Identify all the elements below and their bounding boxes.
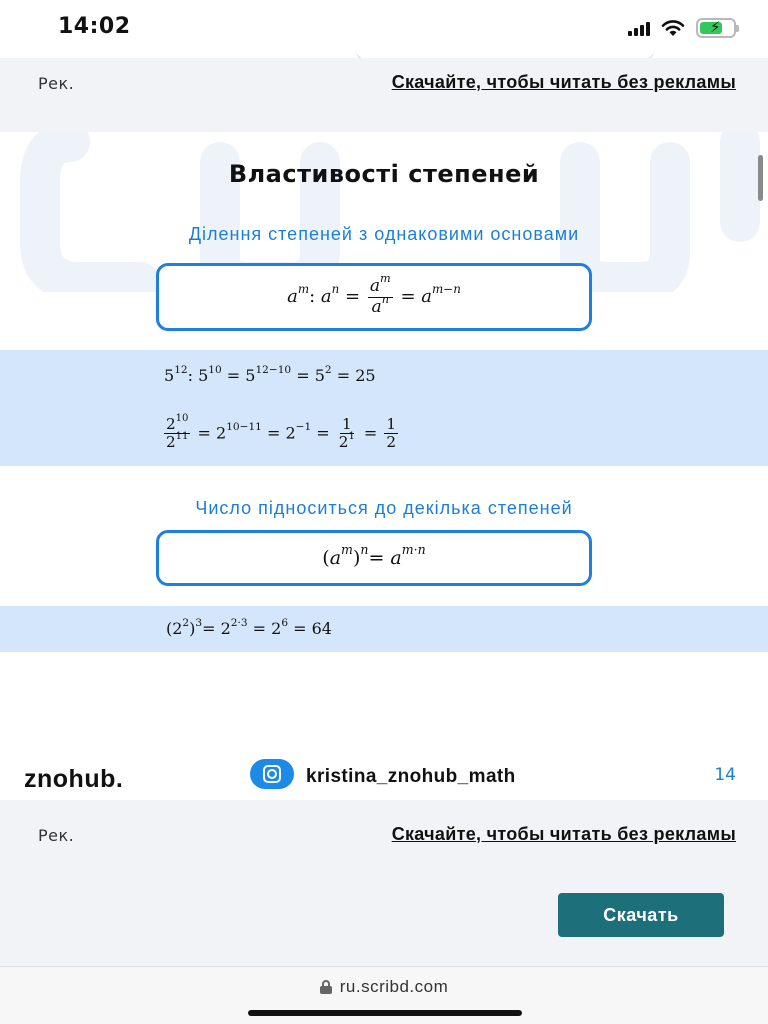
- ad-label: Рек.: [38, 74, 75, 93]
- home-indicator[interactable]: [248, 1010, 522, 1016]
- power-example-band: [0, 606, 768, 652]
- bottom-ad-banner: [0, 800, 768, 966]
- document-page: [0, 132, 768, 800]
- status-time: 14:02: [58, 14, 131, 39]
- url-text[interactable]: ru.scribd.com: [339, 977, 449, 996]
- section-heading-division: Ділення степеней з однаковими основами: [188, 224, 580, 244]
- ad-free-download-link[interactable]: Скачайте, чтобы читать без рекламы: [391, 72, 736, 92]
- status-bar: [0, 0, 768, 58]
- division-examples-band: [0, 350, 768, 466]
- scrollbar-thumb[interactable]: [758, 155, 763, 201]
- division-example-1: $5^{12}$: $5^{10} = 5^{12-10} = 5^2 = 25$: [164, 363, 376, 385]
- page-number: 14: [714, 765, 736, 785]
- download-button[interactable]: Скачать: [558, 893, 724, 937]
- page-footer: [0, 757, 768, 797]
- division-rule-formula: $a^m$: $a^n$ = $\frac{a^m}{a^n}$ = $a^{m-n}$: [287, 271, 461, 317]
- instagram-handle: kristina_znohub_math: [306, 766, 516, 787]
- document-title: Властивості степеней: [228, 160, 540, 188]
- znohub-logo: znohub.: [24, 765, 124, 793]
- division-rule-box: [156, 263, 592, 331]
- power-rule-box: [156, 530, 592, 586]
- cellular-signal-icon: [628, 20, 650, 36]
- division-example-2: $\frac{2^{10}}{2^{11}}$ = $2^{10-11} = 2^{-1}$ = $\frac{1}{2^1}$ = $\frac{1}{2}$: [166, 412, 397, 452]
- url-row[interactable]: [0, 977, 768, 997]
- battery-charging-icon: ⚡: [696, 18, 736, 38]
- instagram-icon: [250, 759, 294, 789]
- status-icons: [628, 18, 736, 38]
- ad-label-bottom: Рек.: [38, 826, 75, 845]
- section-heading-power-of-power: Число підноситься до декілька степеней: [195, 498, 573, 518]
- power-rule-formula: $(a^m)^n= a^{m\cdot n}$: [322, 542, 426, 569]
- ad-free-download-link-bottom[interactable]: Скачайте, чтобы читать без рекламы: [391, 824, 736, 844]
- lock-icon: [320, 980, 332, 994]
- power-example-1: $(2^2)^3= 2^{2\cdot 3} = 2^6 = 64$: [166, 616, 332, 638]
- wifi-icon: [660, 19, 686, 37]
- top-ad-banner: [0, 58, 768, 132]
